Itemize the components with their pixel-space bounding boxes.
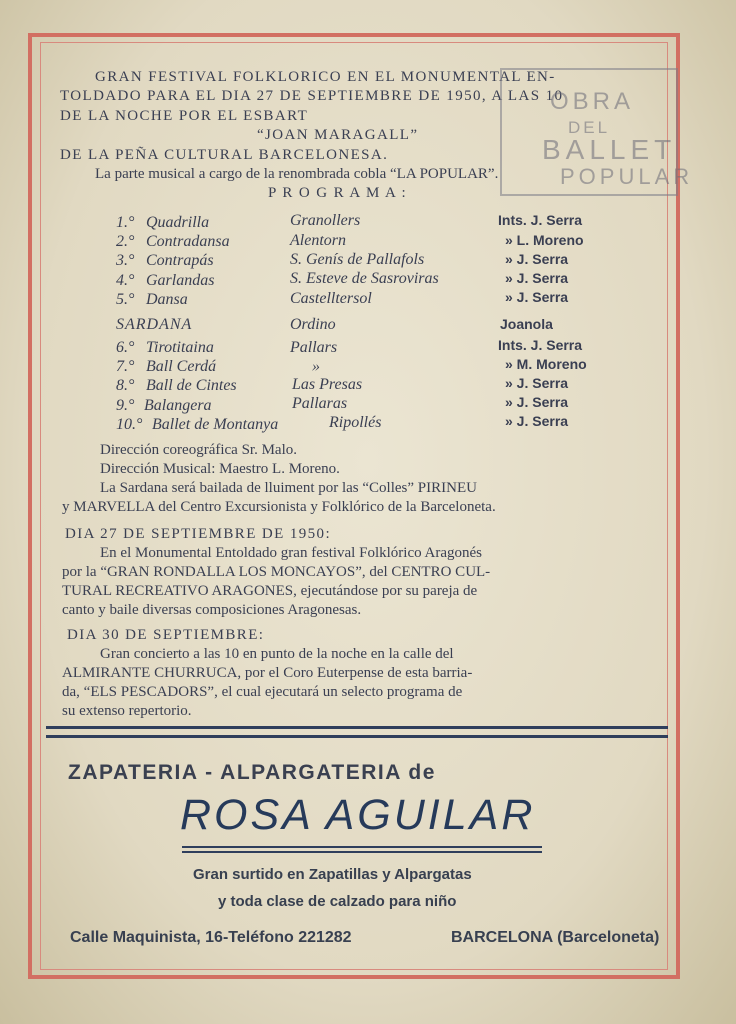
ad-address: Calle Maquinista, 16-Teléfono 221282: [70, 929, 352, 946]
program-number: 5.°: [116, 291, 135, 308]
ad-underline-1: [182, 846, 542, 848]
program-place: Ripollés: [329, 414, 382, 431]
day27-line-4: canto y baile diversas composiciones Aragonesas.: [62, 602, 362, 618]
sardana-note-line-1: La Sardana será bailada de lluiment por las “Colles” PIRINEU: [100, 480, 477, 496]
day27-line-2: por la “GRAN RONDALLA LOS MONCAYOS”, del CENTRO CUL-: [62, 564, 491, 580]
program-dance: Contrapás: [146, 252, 214, 269]
day27-line-3: TURAL RECREATIVO ARAGONES, ejecutándose por su pareja de: [62, 583, 478, 599]
stamp-line-1: OBRA: [550, 88, 635, 115]
program-performer: » J. Serra: [505, 289, 569, 305]
program-place: »: [312, 358, 320, 375]
program-dance: Dansa: [146, 291, 188, 308]
program-performer: » J. Serra: [505, 413, 569, 429]
program-dance: Garlandas: [146, 272, 215, 289]
day30-line-2: ALMIRANTE CHURRUCA, por el Coro Euterpense de esta barria-: [62, 665, 473, 681]
program-performer: » J. Serra: [505, 270, 569, 286]
programa-heading: P R O G R A M A :: [268, 185, 408, 201]
program-performer: » L. Moreno: [505, 232, 584, 248]
ad-city: BARCELONA (Barceloneta): [451, 929, 660, 946]
program-dance: Balangera: [144, 397, 212, 414]
program-place: Castelltersol: [290, 290, 372, 307]
program-number: 8.°: [116, 377, 135, 394]
program-performer: » M. Moreno: [505, 356, 587, 372]
day30-heading: DIA 30 DE SEPTIEMBRE:: [67, 627, 265, 643]
program-performer: Ints. J. Serra: [498, 212, 583, 228]
program-number: 2.°: [116, 233, 135, 250]
program-performer: Ints. J. Serra: [498, 337, 583, 353]
program-number: 7.°: [116, 358, 135, 375]
ad-line-1: Gran surtido en Zapatillas y Alpargatas: [193, 866, 472, 883]
header-line-6: La parte musical a cargo de la renombrada cobla “LA POPULAR”.: [95, 166, 499, 182]
program-place: Granollers: [290, 212, 361, 229]
day27-heading: DIA 27 DE SEPTIEMBRE DE 1950:: [65, 526, 332, 542]
stamp-line-3: BALLET: [542, 134, 677, 165]
section-divider-top: [46, 726, 668, 729]
ad-line-2: y toda clase de calzado para niño: [218, 893, 457, 910]
program-number: 3.°: [116, 252, 135, 269]
stamp-line-2: DEL: [568, 118, 611, 137]
program-place: S. Esteve de Sasroviras: [290, 270, 439, 287]
day30-line-4: su extenso repertorio.: [62, 703, 192, 719]
day30-line-3: da, “ELS PESCADORS”, el cual ejecutará un selecto programa de: [62, 684, 463, 700]
program-number: 9.°: [116, 397, 135, 414]
program-dance: Quadrilla: [146, 214, 210, 231]
program-number: 6.°: [116, 339, 135, 356]
header-line-2: TOLDADO PARA EL DIA 27 DE SEPTIEMBRE DE 1950, A LAS 10: [60, 88, 564, 104]
program-place: Pallars: [290, 339, 338, 356]
program-performer: » J. Serra: [505, 375, 569, 391]
program-performer: » J. Serra: [505, 251, 569, 267]
program-place: Ordino: [290, 316, 336, 333]
program-number: 4.°: [116, 272, 135, 289]
day27-line-1: En el Monumental Entoldado gran festival Folklórico Aragonés: [100, 545, 483, 561]
section-divider-bottom: [46, 735, 668, 738]
program-dance: Ballet de Montanya: [152, 416, 279, 433]
sardana-note-line-2: y MARVELLA del Centro Excursionista y Folklórico de la Barceloneta.: [62, 499, 496, 515]
program-dance: Ball Cerdá: [146, 358, 217, 375]
day30-line-1: Gran concierto a las 10 en punto de la noche en la calle del: [100, 646, 454, 662]
header-line-5: DE LA PEÑA CULTURAL BARCELONESA.: [60, 147, 389, 163]
choreography-credit: Dirección coreográfica Sr. Malo.: [100, 442, 297, 458]
music-credit: Dirección Musical: Maestro L. Moreno.: [100, 461, 340, 477]
program-place: Pallaras: [292, 395, 348, 412]
header-line-1: GRAN FESTIVAL FOLKLORICO EN EL MONUMENTAL EN-: [95, 69, 556, 85]
ad-title: ZAPATERIA - ALPARGATERIA de: [68, 761, 436, 784]
ballet-popular-stamp: [500, 68, 694, 196]
program-dance: Tirotitaina: [146, 339, 214, 356]
header-line-3: DE LA NOCHE POR EL ESBART: [60, 108, 309, 124]
program-dance: Contradansa: [146, 233, 230, 250]
program-place: Alentorn: [290, 232, 346, 249]
stamp-line-4: POPULAR: [560, 164, 694, 189]
program-performer: » J. Serra: [505, 394, 569, 410]
program-performer: Joanola: [500, 316, 553, 332]
program-number: 10.°: [116, 416, 143, 433]
program-place: Las Presas: [292, 376, 363, 393]
program-dance: Ball de Cintes: [146, 377, 237, 394]
program-number: 1.°: [116, 214, 135, 231]
ad-underline-2: [182, 851, 542, 853]
header-line-4: “JOAN MARAGALL”: [257, 127, 419, 143]
program-dance: SARDANA: [116, 316, 193, 333]
program-place: S. Genís de Pallafols: [290, 251, 425, 268]
ad-shop-name: ROSA AGUILAR: [180, 791, 536, 839]
